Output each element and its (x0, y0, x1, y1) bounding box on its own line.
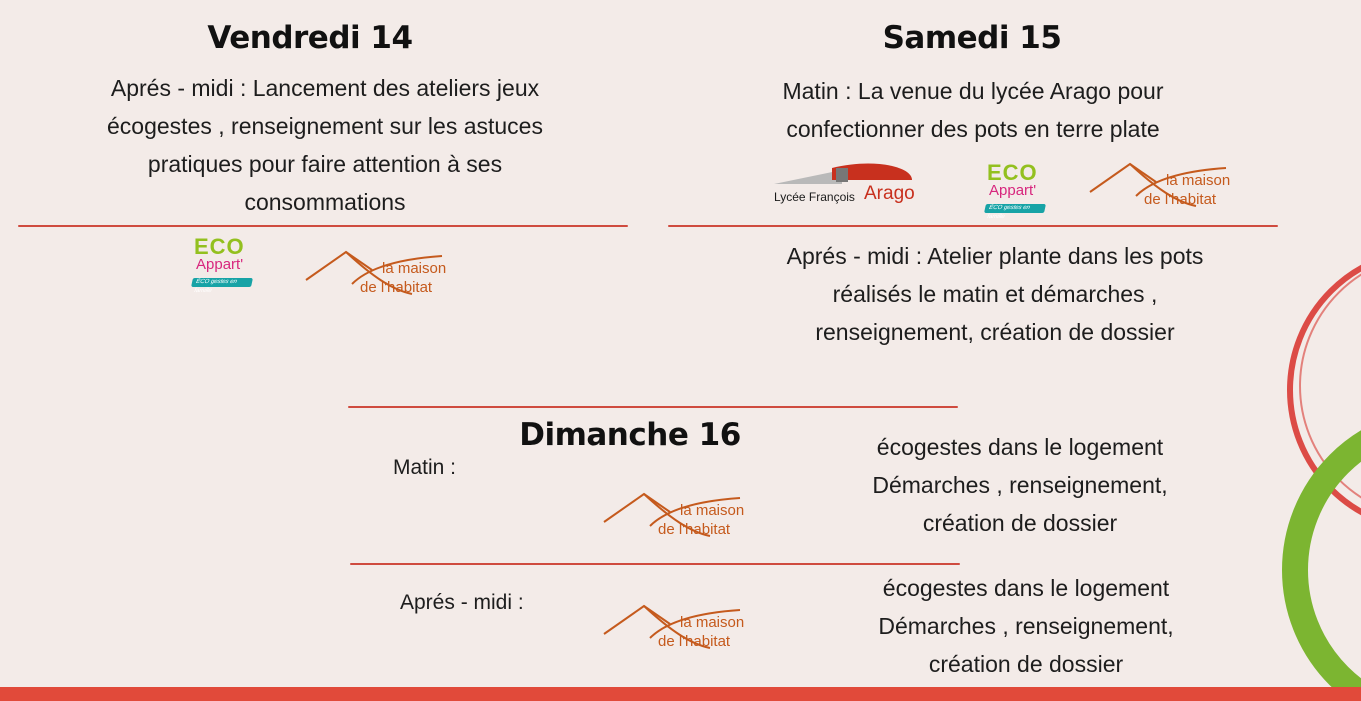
saturday-title: Samedi 15 (882, 20, 1062, 56)
friday-line: écogestes , renseignement sur les astuces (107, 113, 543, 139)
sunday-afternoon-line: création de dossier (928, 651, 1124, 677)
sunday-morning-line: Démarches , renseignement, (872, 472, 1168, 498)
saturday-afternoon-line: Aprés - midi : Atelier plante dans les pots (786, 243, 1204, 269)
maison-habitat-logo: la maison de l'habitat (600, 600, 760, 670)
sunday-morning-line: création de dossier (922, 510, 1118, 536)
sunday-afternoon-line: écogestes dans le logement (882, 575, 1170, 601)
sunday-top-separator (348, 406, 958, 408)
saturday-separator (668, 225, 1278, 227)
friday-line: Aprés - midi : Lancement des ateliers jeux (110, 75, 540, 101)
maison-habitat-logo: la maison de l'habitat (302, 246, 462, 316)
saturday-morning-description (668, 72, 1278, 148)
sunday-afternoon-description (826, 569, 1226, 683)
sunday-afternoon-line: Démarches , renseignement, (878, 613, 1174, 639)
sunday-middle-separator (350, 563, 960, 565)
sunday-morning-description (820, 428, 1220, 542)
sunday-title: Dimanche 16 (519, 417, 741, 453)
saturday-morning-line: confectionner des pots en terre plate (786, 116, 1160, 142)
saturday-afternoon-line: réalisés le matin et démarches , (832, 281, 1158, 307)
saturday-morning-line: Matin : La venue du lycée Arago pour (782, 78, 1164, 104)
saturday-afternoon-description (690, 237, 1300, 351)
friday-title: Vendredi 14 (207, 20, 413, 56)
eco-appart-logo: ECO Appart' ÉCO gestes en famille (192, 234, 258, 298)
sunday-morning-label: Matin : (393, 456, 457, 479)
footer-bar (0, 687, 1361, 701)
sunday-afternoon-label: Aprés - midi : (400, 591, 524, 614)
friday-line: pratiques pour faire attention à ses (147, 151, 503, 177)
arago-logo: Lycée François Arago (772, 160, 942, 216)
friday-description (20, 69, 630, 221)
eco-appart-logo: ECO Appart' ÉCO gestes en famille (985, 160, 1051, 224)
friday-separator (18, 225, 628, 227)
sunday-morning-line: écogestes dans le logement (876, 434, 1164, 460)
maison-habitat-logo: la maison de l'habitat (600, 488, 760, 558)
friday-line: consommations (244, 189, 406, 215)
saturday-afternoon-line: renseignement, création de dossier (815, 319, 1175, 345)
maison-habitat-logo: la maison de l'habitat (1086, 158, 1246, 228)
